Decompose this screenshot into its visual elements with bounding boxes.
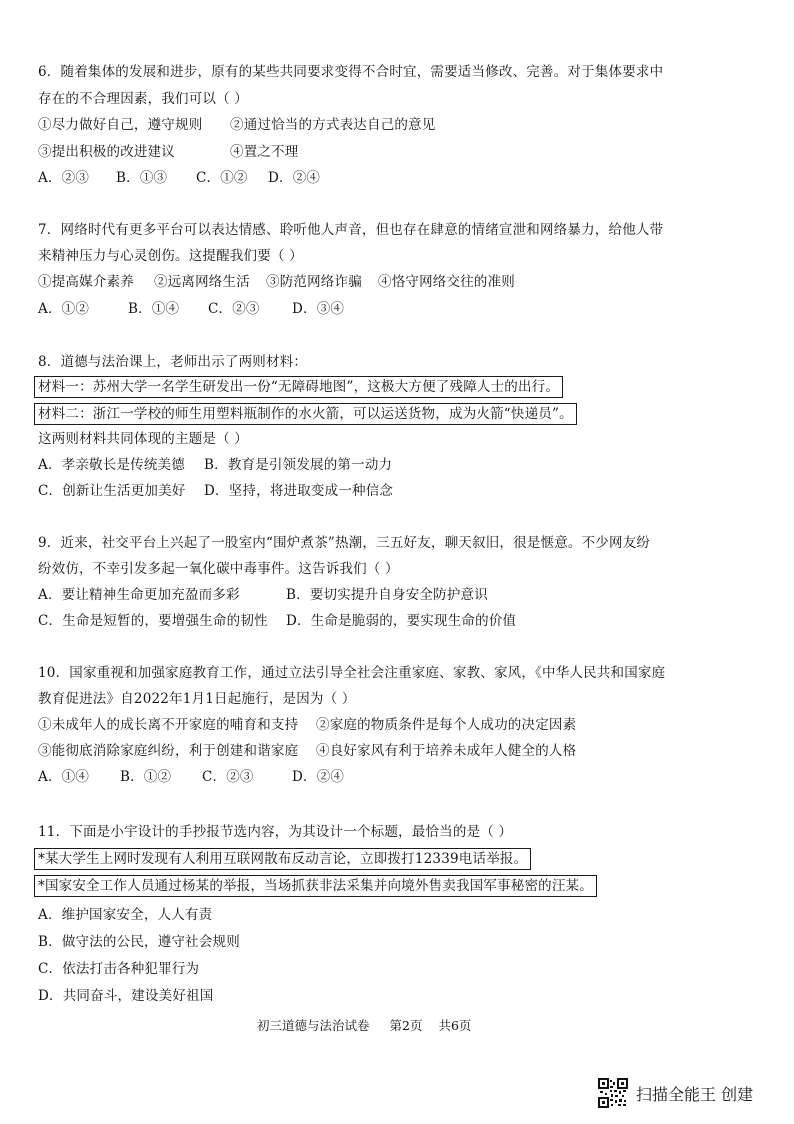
q8-option-d: D．坚持，将进取变成一种信念 bbox=[204, 483, 394, 499]
q10-statement-1: ①未成年人的成长离不开家庭的哺育和支持 bbox=[38, 717, 299, 733]
q10-statement-3: ③能彻底消除家庭纠纷，利于创建和谐家庭 bbox=[38, 743, 299, 759]
q10-option-d: D．②④ bbox=[292, 769, 345, 785]
q7-statement-3: ③防范网络诈骗 bbox=[266, 274, 362, 290]
q6-statement-4: ④置之不理 bbox=[230, 144, 299, 160]
q7-statement-4: ④恪守网络交往的准则 bbox=[378, 274, 515, 290]
q9-option-a: A．要让精神生命更加充盈而多彩 bbox=[38, 587, 240, 603]
footer-exam-title: 初三道德与法治试卷 bbox=[257, 1018, 370, 1033]
q9-stem-line2: 纷效仿，不幸引发多起一氧化碳中毒事件。这告诉我们（ ） bbox=[38, 561, 399, 577]
qr-code-icon bbox=[598, 1078, 628, 1108]
q10-option-c: C．②③ bbox=[202, 769, 254, 785]
q6-option-b: B．①③ bbox=[116, 170, 168, 186]
q8-material-2: 材料二：浙江一学校的师生用塑料瓶制作的水火箭，可以运送货物，成为火箭“快递员”。 bbox=[34, 403, 577, 425]
q11-item-2: *国家安全工作人员通过杨某的举报，当场抓获非法采集并向境外售卖我国军事秘密的汪某。 bbox=[34, 875, 597, 897]
q6-option-a: A．②③ bbox=[38, 170, 90, 186]
footer-page-number: 第2页 bbox=[389, 1018, 423, 1033]
q11-stem: 11．下面是小宇设计的手抄报节选内容，为其设计一个标题，最恰当的是（ ） bbox=[38, 824, 513, 840]
q7-option-d: D．③④ bbox=[292, 301, 345, 317]
q6-statement-1: ①尽力做好自己，遵守规则 bbox=[38, 117, 203, 133]
q11-option-b: B．做守法的公民，遵守社会规则 bbox=[38, 934, 240, 950]
q7-stem-line1: 7．网络时代有更多平台可以表达情感、聆听他人声音，但也存在肆意的情绪宣泄和网络暴力，给他人带 bbox=[38, 222, 664, 238]
q6-stem-line1: 6．随着集体的发展和进步，原有的某些共同要求变得不合时宜，需要适当修改、完善。对于集体要求中 bbox=[38, 64, 664, 80]
q6-option-d: D．②④ bbox=[268, 170, 321, 186]
q7-statement-1: ①提高媒介素养 bbox=[38, 274, 134, 290]
q11-option-a: A．维护国家安全，人人有责 bbox=[38, 907, 213, 923]
q6-stem-line2: 存在的不合理因素，我们可以（ ） bbox=[38, 91, 248, 107]
q8-stem-line1: 8．道德与法治课上，老师出示了两则材料： bbox=[38, 354, 308, 370]
q8-option-a: A．孝亲敬长是传统美德 bbox=[38, 457, 185, 473]
q9-option-b: B．要切实提升自身安全防护意识 bbox=[286, 587, 488, 603]
q6-statement-3: ③提出积极的改进建议 bbox=[38, 144, 175, 160]
q8-stem-line2: 这两则材料共同体现的主题是（ ） bbox=[38, 431, 248, 447]
q9-stem-line1: 9．近来，社交平台上兴起了一股室内“围炉煮茶”热潮，三五好友，聊天叙旧，很是惬意。不少网友纷 bbox=[38, 535, 651, 551]
q7-option-c: C．②③ bbox=[208, 301, 260, 317]
q8-option-c: C．创新让生活更加美好 bbox=[38, 483, 186, 499]
q7-statement-2: ②远离网络生活 bbox=[154, 274, 250, 290]
q10-stem-line1: 10．国家重视和加强家庭教育工作，通过立法引导全社会注重家庭、家教、家风，《中华人民共和国家庭 bbox=[38, 665, 666, 681]
watermark-text: 扫描全能王 创建 bbox=[636, 1084, 754, 1104]
q8-option-b: B．教育是引领发展的第一动力 bbox=[204, 457, 393, 473]
q11-item-1: *某大学生上网时发现有人利用互联网散布反动言论，立即拨打12339电话举报。 bbox=[34, 848, 531, 870]
q6-statement-2: ②通过恰当的方式表达自己的意见 bbox=[230, 117, 436, 133]
q9-option-d: D．生命是脆弱的，要实现生命的价值 bbox=[286, 613, 517, 629]
q10-statement-4: ④良好家风有利于培养未成年人健全的人格 bbox=[316, 743, 577, 759]
q10-statement-2: ②家庭的物质条件是每个人成功的决定因素 bbox=[316, 717, 577, 733]
q7-option-b: B．①④ bbox=[128, 301, 180, 317]
footer-total-pages: 共6页 bbox=[438, 1018, 472, 1033]
q6-option-c: C．①② bbox=[196, 170, 248, 186]
q8-material-1: 材料一：苏州大学一名学生研发出一份“无障碍地图”，这极大方便了残障人士的出行。 bbox=[34, 376, 563, 398]
scanner-watermark bbox=[598, 1076, 753, 1110]
q10-option-a: A．①④ bbox=[38, 769, 90, 785]
q9-option-c: C．生命是短暂的，要增强生命的韧性 bbox=[38, 613, 268, 629]
q7-stem-line2: 来精神压力与心灵创伤。这提醒我们要（ ） bbox=[38, 248, 303, 264]
q10-option-b: B．①② bbox=[120, 769, 172, 785]
q7-option-a: A．①② bbox=[38, 301, 90, 317]
page-footer bbox=[257, 1018, 471, 1034]
q11-option-d: D．共同奋斗，建设美好祖国 bbox=[38, 988, 214, 1004]
q11-option-c: C．依法打击各种犯罪行为 bbox=[38, 961, 200, 977]
q10-stem-line2: 教育促进法》自2022年1月1日起施行，是因为（ ） bbox=[38, 691, 356, 707]
